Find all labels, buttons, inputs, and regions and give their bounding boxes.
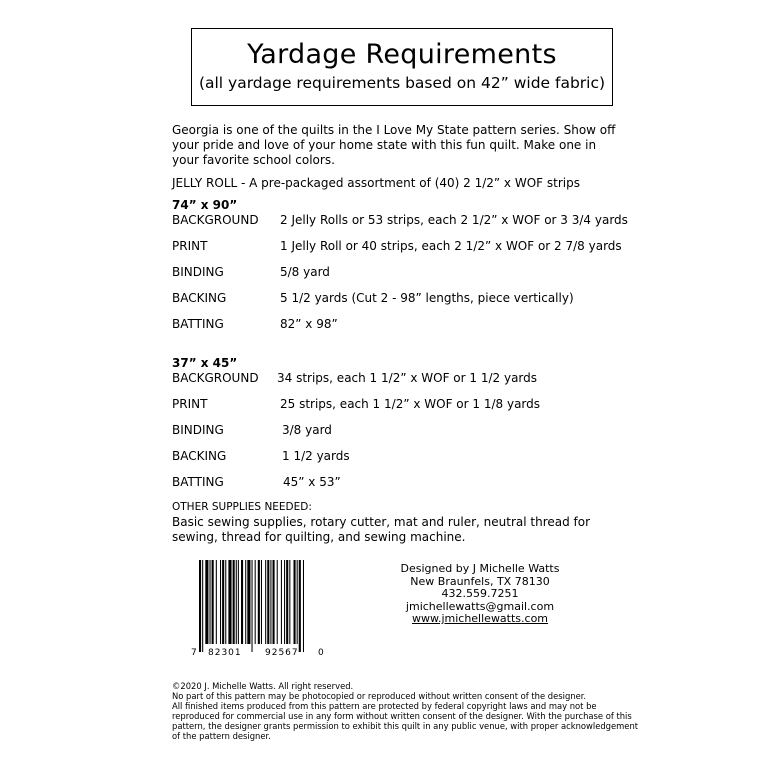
size-heading: 74” x 90”	[172, 198, 238, 212]
item-value: 5/8 yard	[280, 265, 330, 279]
item-value: 45” x 53”	[283, 475, 341, 489]
designer-name: Designed by J Michelle Watts	[400, 562, 560, 575]
other-supplies-heading: OTHER SUPPLIES NEEDED:	[172, 501, 312, 513]
designer-location: New Braunfels, TX 78130	[410, 574, 550, 588]
other-supplies	[172, 500, 632, 545]
item-label: BACKGROUND	[172, 213, 259, 227]
item-label: BATTING	[172, 475, 224, 489]
copyright-notice	[172, 681, 642, 741]
barcode-digits-group1: 82301	[208, 648, 242, 658]
barcode-digit-left: 7	[191, 648, 197, 658]
item-value: 1 1/2 yards	[282, 449, 350, 463]
item-value: 5 1/2 yards (Cut 2 - 98” lengths, piece vertically)	[280, 291, 574, 305]
item-label: BINDING	[172, 265, 224, 279]
title-box	[191, 28, 613, 106]
size-heading: 37” x 45”	[172, 356, 238, 370]
item-value: 25 strips, each 1 1/2” x WOF or 1 1/8 yards	[280, 397, 541, 411]
other-supplies-text: Basic sewing supplies, rotary cutter, mat and ruler, neutral thread for sewing, thread for quilting, and sewing machine.	[172, 515, 591, 544]
designer-info	[390, 563, 570, 626]
jelly-roll-note: JELLY ROLL - A pre-packaged assortment of (40) 2 1/2” x WOF strips	[172, 176, 580, 190]
item-value: 1 Jelly Roll or 40 strips, each 2 1/2” x WOF or 2 7/8 yards	[280, 239, 622, 253]
item-label: BACKING	[172, 291, 227, 305]
page-title: Yardage Requirements	[247, 39, 557, 70]
item-value: 3/8 yard	[282, 423, 332, 437]
copyright-line: ©2020 J. Michelle Watts. All right reserved.	[172, 681, 354, 691]
item-label: BACKING	[172, 449, 227, 463]
item-label: PRINT	[172, 397, 208, 411]
designer-phone: 432.559.7251	[441, 587, 519, 600]
barcode	[191, 560, 326, 660]
barcode-icon	[191, 560, 326, 660]
item-value: 2 Jelly Rolls or 53 strips, each 2 1/2” x WOF or 3 3/4 yards	[280, 213, 628, 227]
item-label: BINDING	[172, 423, 224, 437]
item-label: BATTING	[172, 317, 224, 331]
barcode-digits-group2: 92567	[265, 648, 299, 658]
page-subtitle: (all yardage requirements based on 42” wide fabric)	[198, 74, 606, 92]
item-label: BACKGROUND	[172, 371, 259, 385]
item-value: 34 strips, each 1 1/2” x WOF or 1 1/2 yards	[277, 371, 538, 385]
designer-email[interactable]: jmichellewatts@gmail.com	[405, 599, 555, 613]
item-value: 82” x 98”	[280, 317, 338, 331]
size-section-small	[172, 356, 632, 489]
item-label: PRINT	[172, 239, 208, 253]
size-section-large	[172, 198, 632, 331]
designer-website-link[interactable]: www.jmichellewatts.com	[411, 612, 549, 625]
copyright-line: No part of this pattern may be photocopied or reproduced without written consent of the designer.	[172, 691, 587, 701]
copyright-line: All finished items produced from this pattern are protected by federal copyright laws and may not be reproduced for commercial use in any form without written consent of the designer. With the purchase of this pattern, the designer grants permission to exhibit this quilt in any public venue, with proper acknowledgement of the pattern designer.	[172, 701, 639, 741]
barcode-digit-right: 0	[318, 648, 324, 658]
intro-paragraph: Georgia is one of the quilts in the I Love My State pattern series. Show off your pride and love of your home state with this fun quilt. Make one in your favorite school colors.	[172, 123, 616, 167]
